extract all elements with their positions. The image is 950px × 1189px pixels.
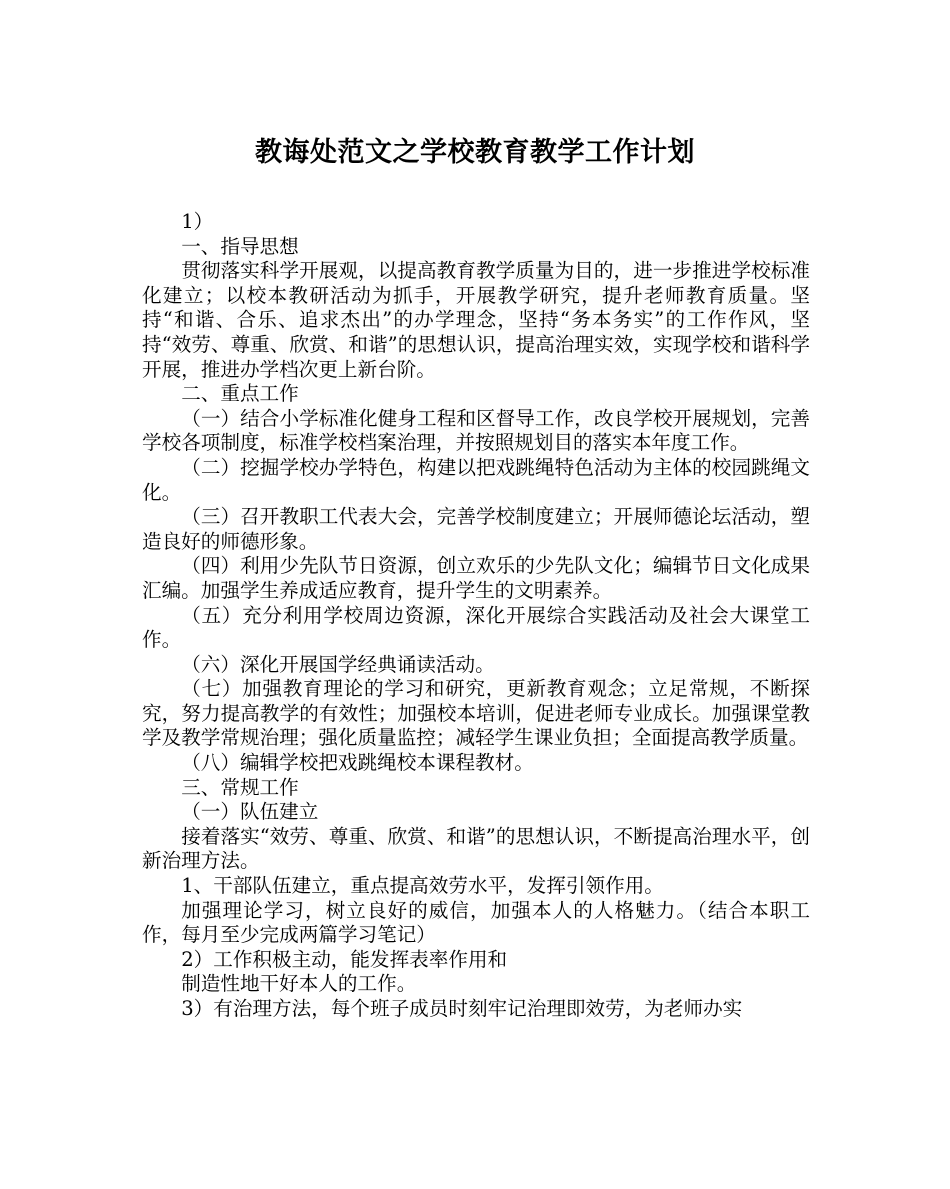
paragraph: 贯彻落实科学开展观，以提高教育教学质量为目的，进一步推进学校标准化建立；以校本教研活动为抓手，开展教学研究，提升老师教育质量。坚持“和谐、合乐、追求杰出”的办学理念，坚持“务本务实”的工作作风，坚持“效劳、尊重、欣赏、和谐”的思想认识，提高治理实效，实现学校和谐科学开展，推进办学档次更上新台阶。 xyxy=(142,259,810,381)
paragraph: 1、干部队伍建立，重点提高效劳水平，发挥引领作用。 xyxy=(181,874,664,898)
paragraph: 制造性地干好本人的工作。 xyxy=(181,972,417,996)
document-body xyxy=(142,210,810,1022)
subsection-heading: （一）队伍建立 xyxy=(181,800,319,824)
paragraph: 加强理论学习，树立良好的威信，加强本人的人格魅力。（结合本职工作，每月至少完成两篇学习笔记） xyxy=(142,898,810,947)
section-heading: 二、重点工作 xyxy=(181,382,299,406)
paragraph: （三）召开教职工代表大会，完善学校制度建立；开展师德论坛活动，塑造良好的师德形象。 xyxy=(142,505,810,553)
paragraph: 3）有治理方法，每个班子成员时刻牢记治理即效劳，为老师办实 xyxy=(181,997,743,1020)
section-heading: 三、常规工作 xyxy=(181,775,299,799)
paragraph: （二）挖掘学校办学特色，构建以把戏跳绳特色活动为主体的校园跳绳文化。 xyxy=(142,455,810,504)
page-title: 教诲处范文之学校教育教学工作计划 xyxy=(255,137,695,168)
paragraph: 2）工作积极主动，能发挥表率作用和 xyxy=(181,947,508,971)
paragraph: 1） xyxy=(181,210,214,233)
paragraph: （六）深化开展国学经典诵读活动。 xyxy=(181,652,495,676)
paragraph: （七）加强教育理论的学习和研究，更新教育观念；立足常规，不断探究，努力提高教学的有效性；加强校本培训，促进老师专业成长。加强课堂教学及教学常规治理；强化质量监控；减轻学生课业负担；全面提高教学质量。 xyxy=(142,677,810,750)
paragraph: （一）结合小学标准化健身工程和区督导工作，改良学校开展规划，完善学校各项制度，标准学校档案治理，并按照规划目的落实本年度工作。 xyxy=(142,406,810,455)
section-heading: 一、指导思想 xyxy=(181,234,299,258)
paragraph: （八）编辑学校把戏跳绳校本课程教材。 xyxy=(181,751,534,775)
paragraph: （五）充分利用学校周边资源，深化开展综合实践活动及社会大课堂工作。 xyxy=(142,603,810,652)
paragraph: 接着落实“效劳、尊重、欣赏、和谐”的思想认识，不断提高治理水平，创新治理方法。 xyxy=(142,824,810,873)
paragraph: （四）利用少先队节日资源，创立欢乐的少先队文化；编辑节日文化成果汇编。加强学生养成适应教育，提升学生的文明素养。 xyxy=(142,554,810,602)
